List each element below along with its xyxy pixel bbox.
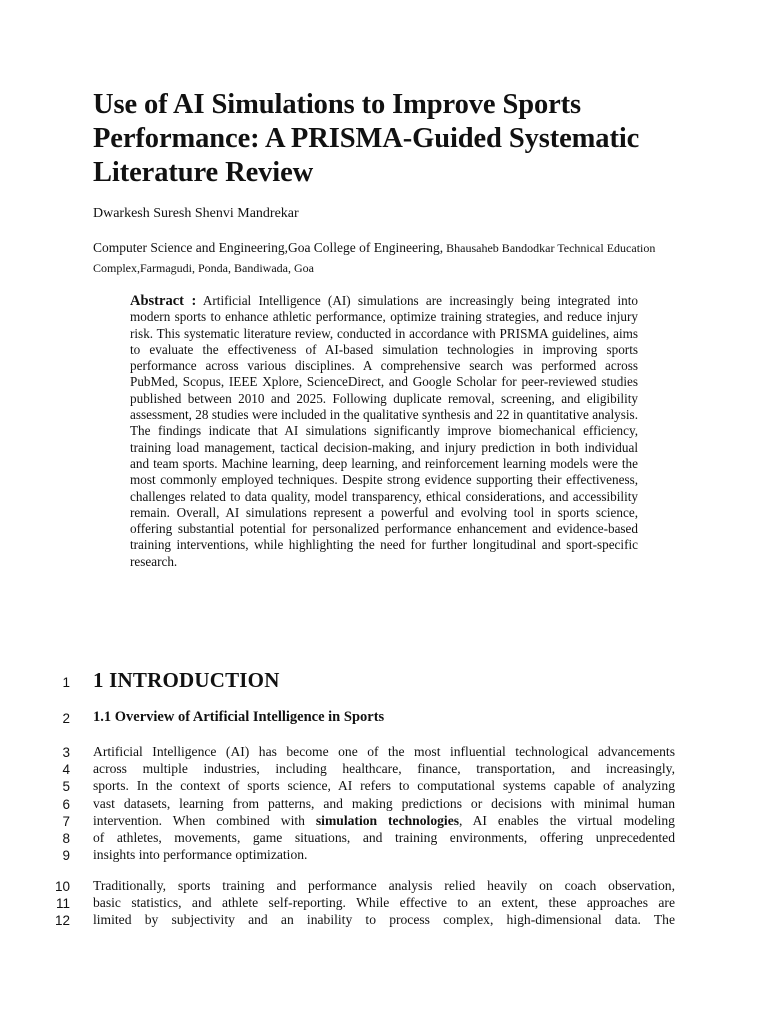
body-text — [93, 912, 675, 928]
body-text — [93, 796, 675, 812]
line-number: 9 — [62, 848, 70, 864]
abstract-text: Artificial Intelligence (AI) simulations are increasingly being integrated into modern sports to enhance athletic performance, optimize training strategies, and reduce injury risk. This systematic literature review, conducted in accordance with PRISMA guidelines, aims to evaluate the effectiveness of AI-based simulation technologies in improving sports performance across various disciplines. A comprehensive search was performed across PubMed, Scopus, IEEE Xplore, ScienceDirect, and Google Scholar for peer-reviewed studies published between 2010 and 2025. Following duplicate removal, screening, and eligibility assessment, 28 studies were included in the qualitative synthesis and 22 in quantitative analysis. The findings indicate that AI simulations significantly improve biomechanical efficiency, training load management, tactical decision-making, and injury prediction in both individual and team sports. Machine learning, deep learning, and reinforcement learning models were the most commonly employed techniques. Despite strong evidence supporting their effectiveness, challenges related to data quality, model transparency, ethical considerations, and accessibility remain. Overall, AI simulations represent a powerful and evolving tool in sports science, offering substantial potential for personalized performance enhancement and evidence-based training interventions, while highlighting the need for further longitudinal and sport-specific research. — [130, 293, 638, 569]
line-number: 4 — [62, 762, 70, 778]
affiliation-rest: Bhausaheb Bandodkar Technical Education Complex,Farmagudi, Ponda, Bandiwada, Goa — [93, 241, 656, 275]
text-segment: insights into performance optimization. — [93, 847, 308, 863]
line-number: 8 — [62, 831, 70, 846]
text-segment: Artificial Intelligence (AI) has become one of the most influential technological advancements — [93, 744, 675, 759]
line-number: 10 — [54, 879, 70, 894]
abstract-label: Abstract : — [130, 293, 197, 309]
line-number: 3 — [62, 745, 70, 760]
body-text — [93, 895, 675, 911]
line-number: 1 — [62, 675, 70, 690]
body-text — [93, 830, 675, 846]
bold-term: simulation technologies — [315, 812, 460, 828]
text-segment: basic statistics, and athlete self-reporting. While effective to an extent, these approaches are — [93, 895, 675, 911]
line-number: 11 — [55, 896, 70, 912]
abstract — [130, 293, 638, 570]
body-text — [93, 813, 675, 829]
text-segment: limited by subjectivity and an inability to process complex, high-dimensional data. The — [93, 912, 675, 928]
line-number: 2 — [62, 711, 70, 726]
line-number: 5 — [62, 779, 70, 795]
body-text — [93, 744, 675, 760]
text-segment: across multiple industries, including healthcare, finance, transportation, and increasingly, — [93, 761, 675, 777]
paper-title: Use of AI Simulations to Improve Sports Performance: A PRISMA-Guided Systematic Literature Review — [93, 89, 640, 188]
line-number: 6 — [62, 796, 70, 812]
body-text — [93, 847, 675, 863]
text-segment: Traditionally, sports training and performance analysis relied heavily on coach observation, — [93, 878, 675, 893]
text-segment: intervention. When combined with — [93, 812, 316, 828]
line-number: 7 — [62, 813, 70, 829]
line-number: 12 — [54, 913, 70, 929]
text-segment: , AI enables the virtual modeling — [459, 812, 675, 828]
text-segment: sports. In the context of sports science, AI refers to computational systems capable of analyzing — [93, 778, 675, 794]
body-text — [93, 778, 675, 794]
body-text — [93, 878, 675, 894]
subsection-heading: 1.1 Overview of Artificial Intelligence in Sports — [93, 709, 385, 725]
text-segment: of athletes, movements, game situations, and training environments, offering unprecedented — [93, 830, 675, 845]
affiliation-main: Computer Science and Engineering,Goa College of Engineering, — [93, 240, 444, 255]
body-text — [93, 761, 675, 777]
affiliation — [93, 238, 693, 278]
author-name: Dwarkesh Suresh Shenvi Mandrekar — [93, 206, 299, 221]
text-segment: vast datasets, learning from patterns, and making predictions or decisions with minimal human — [93, 795, 675, 811]
section-heading: 1 INTRODUCTION — [93, 668, 280, 692]
